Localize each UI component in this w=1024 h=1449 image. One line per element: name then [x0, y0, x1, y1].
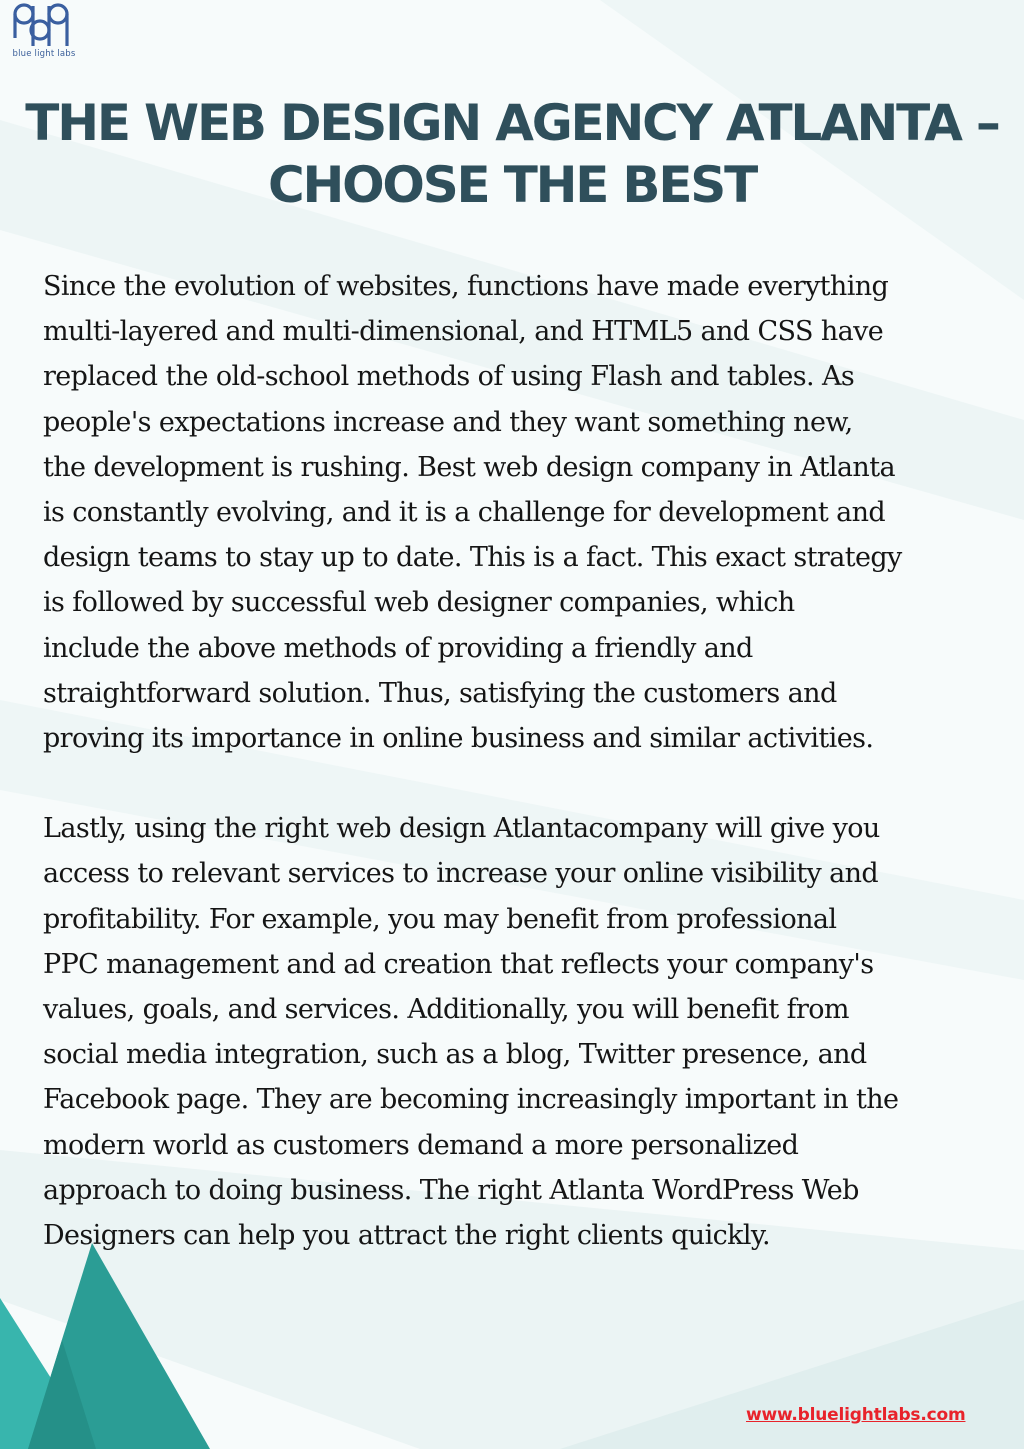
text-line: PPC management and ad creation that reflects your company's: [43, 948, 874, 980]
website-link[interactable]: www.bluelightlabs.com: [746, 1405, 966, 1425]
logo-text: blue light labs: [12, 49, 76, 59]
text-line: include the above methods of providing a friendly and: [43, 632, 753, 664]
text-line: social media integration, such as a blog, Twitter presence, and: [43, 1039, 867, 1071]
text-line: is followed by successful web designer companies, which: [43, 587, 795, 619]
text-line: is constantly evolving, and it is a challenge for development and: [43, 497, 886, 529]
text-line: straightforward solution. Thus, satisfying the customers and: [43, 677, 837, 709]
text-line: Designers can help you attract the right clients quickly.: [43, 1220, 770, 1252]
text-line: approach to doing business. The right Atlanta WordPress Web: [43, 1174, 859, 1206]
brand-logo: [4, 2, 82, 62]
text-line: replaced the old-school methods of using Flash and tables. As: [43, 361, 855, 393]
paragraph-1: [43, 264, 1003, 761]
text-line: Lastly, using the right web design Atlantacompany will give you: [43, 813, 880, 845]
text-line: access to relevant services to increase your online visibility and: [43, 858, 879, 890]
text-line: values, goals, and services. Additionally, you will benefit from: [43, 994, 849, 1026]
text-line: profitability. For example, you may benefit from professional: [43, 903, 837, 935]
text-line: modern world as customers demand a more personalized: [43, 1129, 799, 1161]
title-line-2: CHOOSE THE BEST: [267, 156, 757, 214]
text-line: Since the evolution of websites, functions have made everything: [43, 271, 889, 302]
text-line: the development is rushing. Best web design company in Atlanta: [43, 451, 895, 483]
paragraph-2: [43, 806, 1003, 1258]
text-line: Facebook page. They are becoming increasingly important in the: [43, 1084, 899, 1116]
title-line-1: THE WEB DESIGN AGENCY ATLANTA –: [25, 94, 999, 152]
text-line: proving its importance in online business and similar activities.: [43, 723, 874, 755]
page-title: [0, 92, 1024, 216]
logo-mark-icon: [4, 2, 82, 50]
text-line: multi-layered and multi-dimensional, and HTML5 and CSS have: [43, 316, 884, 348]
paragraph-spacer: [43, 761, 1003, 806]
text-line: design teams to stay up to date. This is a fact. This exact strategy: [43, 542, 902, 574]
text-line: people's expectations increase and they want something new,: [43, 406, 853, 438]
article-body: [43, 264, 1003, 1258]
